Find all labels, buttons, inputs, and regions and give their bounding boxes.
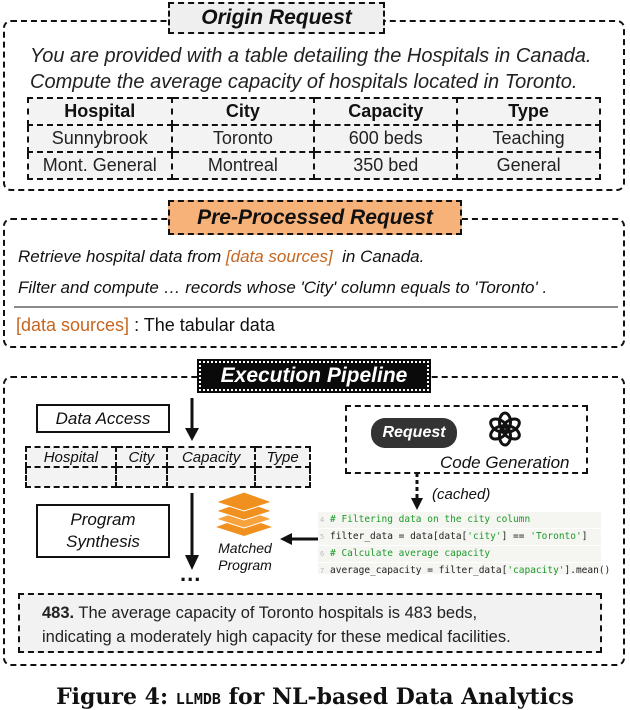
caption-suffix: for NL-based Data Analytics xyxy=(220,684,574,710)
schema-header-row xyxy=(26,447,310,467)
table-cell: Montreal xyxy=(172,152,315,179)
cached-label: (cached) xyxy=(432,486,491,503)
schema-cell xyxy=(167,467,255,487)
line-number: 4 xyxy=(320,516,325,524)
table-cell: Teaching xyxy=(457,125,600,152)
schema-column-city: City xyxy=(116,447,168,467)
schema-column-hospital: Hospital xyxy=(26,447,116,467)
table-cell: Sunnybrook xyxy=(28,125,172,152)
code-comment: # Calculate average capacity xyxy=(330,548,491,559)
program-synthesis-box xyxy=(36,504,170,558)
preprocessed-line1-before: Retrieve hospital data from xyxy=(18,247,226,266)
table-cell: 600 beds xyxy=(314,125,457,152)
result-line1 xyxy=(42,601,600,625)
schema-cell xyxy=(255,467,310,487)
preprocessed-line2: Filter and compute … records whose 'City' column equals to 'Toronto' . xyxy=(18,278,548,297)
preprocessed-line1-after: in Canada. xyxy=(332,247,425,266)
matched-program-label-line2: Program xyxy=(218,557,272,573)
caption-prefix: Figure 4: xyxy=(56,684,176,710)
origin-request-title: Origin Request xyxy=(168,2,385,34)
request-pill xyxy=(371,418,457,448)
matched-program-label-line1: Matched xyxy=(218,540,272,556)
code-snippet xyxy=(318,512,611,576)
arrow-down-icon xyxy=(184,398,200,442)
code-comment: # Filtering data on the city column xyxy=(330,514,531,525)
preprocessed-line1 xyxy=(18,245,618,269)
arrow-left-icon xyxy=(280,531,318,547)
execution-pipeline-title: Execution Pipeline xyxy=(199,361,429,391)
code-line xyxy=(318,529,601,546)
data-sources-definition xyxy=(16,313,275,337)
schema-cell xyxy=(26,467,116,487)
code-line xyxy=(318,563,611,580)
preprocessed-divider xyxy=(14,306,618,308)
code-text: average_capacity = filter_data[ xyxy=(330,565,508,576)
openai-logo-icon xyxy=(486,410,524,448)
table-cell: 350 bed xyxy=(314,152,457,179)
figure-caption xyxy=(0,684,630,710)
code-string: 'city' xyxy=(467,531,502,542)
schema-table xyxy=(25,446,311,488)
matched-program-label xyxy=(210,540,280,574)
schema-column-capacity: Capacity xyxy=(167,447,255,467)
caption-system-name: LLMDB xyxy=(175,690,221,708)
line-number: 6 xyxy=(320,550,325,558)
data-sources-placeholder: [data sources] xyxy=(225,247,333,266)
line-number: 5 xyxy=(320,533,325,541)
ellipsis: ... xyxy=(180,561,202,586)
data-sources-definition-text: : The tabular data xyxy=(129,315,275,335)
layers-stack-icon xyxy=(214,491,274,537)
code-line xyxy=(318,512,601,529)
table-row xyxy=(28,152,600,179)
table-header-capacity: Capacity xyxy=(314,98,457,125)
line-number: 7 xyxy=(320,567,325,575)
preprocessed-request-title: Pre-Processed Request xyxy=(168,200,462,235)
origin-request-text-line1: You are provided with a table detailing the Hospitals in Canada. xyxy=(30,45,592,67)
code-generation-label: Code Generation xyxy=(440,453,570,472)
origin-request-text-line2: Compute the average capacity of hospitals located in Toronto. xyxy=(30,71,578,93)
schema-column-type: Type xyxy=(255,447,310,467)
request-pill-label: Request xyxy=(382,424,446,441)
result-line2: indicating a moderately high capacity for these medical facilities. xyxy=(42,628,511,646)
data-sources-definition-placeholder: [data sources] xyxy=(16,315,130,335)
program-synthesis-label-line2: Synthesis xyxy=(66,532,140,551)
code-line xyxy=(318,546,601,563)
table-cell: Mont. General xyxy=(28,152,172,179)
arrow-down-icon xyxy=(184,493,200,571)
result-value: 483. xyxy=(42,604,75,622)
code-text: filter_data = data[data[ xyxy=(330,531,468,542)
table-header-row xyxy=(28,98,600,125)
code-text: ].mean() xyxy=(564,565,611,576)
code-text: ] xyxy=(581,531,588,542)
schema-empty-row xyxy=(26,467,310,487)
table-row xyxy=(28,125,600,152)
code-text: ] == xyxy=(501,531,531,542)
table-cell: General xyxy=(457,152,600,179)
data-access-label: Data Access xyxy=(55,408,151,428)
hospital-table xyxy=(27,97,601,180)
result-line1-text: The average capacity of Toronto hospitals is 483 beds, xyxy=(74,604,478,622)
data-access-box xyxy=(36,404,170,433)
schema-cell xyxy=(116,467,168,487)
table-header-city: City xyxy=(172,98,315,125)
program-synthesis-label-line1: Program xyxy=(70,510,136,529)
dashed-arrow-down-icon xyxy=(410,473,424,511)
code-string: 'Toronto' xyxy=(530,531,582,542)
code-string: 'capacity' xyxy=(507,565,565,576)
table-header-hospital: Hospital xyxy=(28,98,172,125)
table-header-type: Type xyxy=(457,98,600,125)
table-cell: Toronto xyxy=(172,125,315,152)
result-box xyxy=(18,593,602,653)
